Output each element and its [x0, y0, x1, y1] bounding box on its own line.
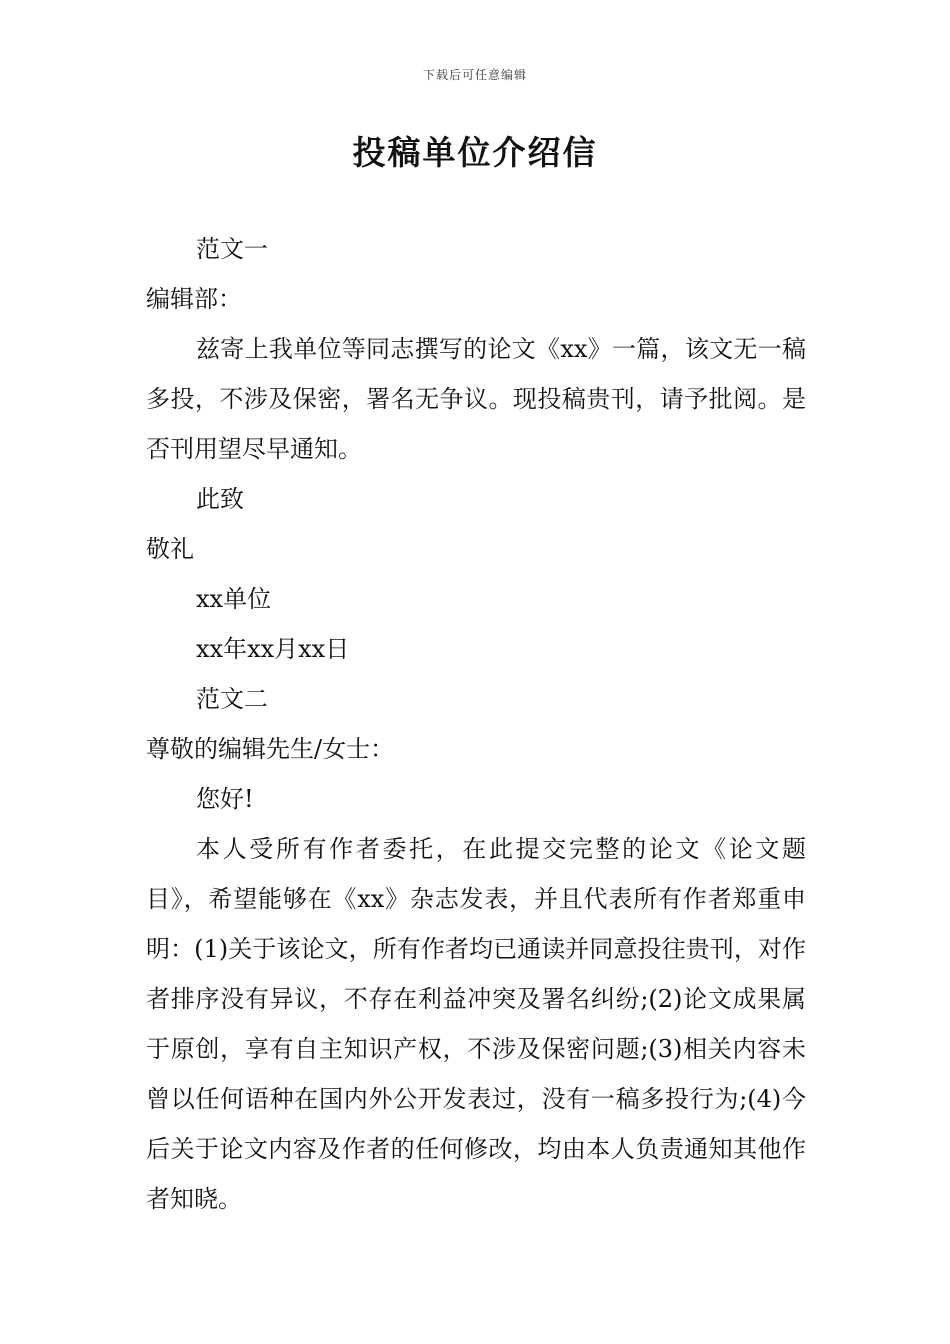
sample-one-heading: 范文一: [196, 235, 268, 263]
signature-unit: xx单位: [196, 585, 272, 613]
closing-cizhi: 此致: [196, 485, 244, 513]
closing-jingli: 敬礼: [146, 535, 194, 563]
header-note: 下载后可任意编辑: [422, 68, 527, 82]
letter-one-body: 兹寄上我单位等同志撰写的论文《xx》一篇，该文无一稿多投，不涉及保密，署名无争议。现投稿贵刊，请予批阅。是否刊用望尽早通知。: [146, 335, 806, 463]
document-body: [146, 224, 806, 1224]
sample-two-heading: 范文二: [196, 685, 268, 713]
salutation-editor: 尊敬的编辑先生/女士：: [146, 735, 395, 763]
salutation-editorial: 编辑部：: [146, 285, 242, 313]
letter-two-body: 本人受所有作者委托，在此提交完整的论文《论文题目》，希望能够在《xx》杂志发表，并且代表所有作者郑重申明：(1)关于该论文，所有作者均已通读并同意投往贵刊，对作者排序没有异议，不存在利益冲突及署名纠纷;(2)论文成果属于原创，享有自主知识产权，不涉及保密问题;(3)相关内容未曾以任何语种在国内外公开发表过，没有一稿多投行为;(4)今后关于论文内容及作者的任何修改，均由本人负责通知其他作者知晓。: [146, 835, 806, 1213]
signature-date: xx年xx月xx日: [196, 635, 350, 663]
greeting: 您好!: [196, 785, 254, 813]
document-title: 投稿单位介绍信: [352, 133, 598, 172]
